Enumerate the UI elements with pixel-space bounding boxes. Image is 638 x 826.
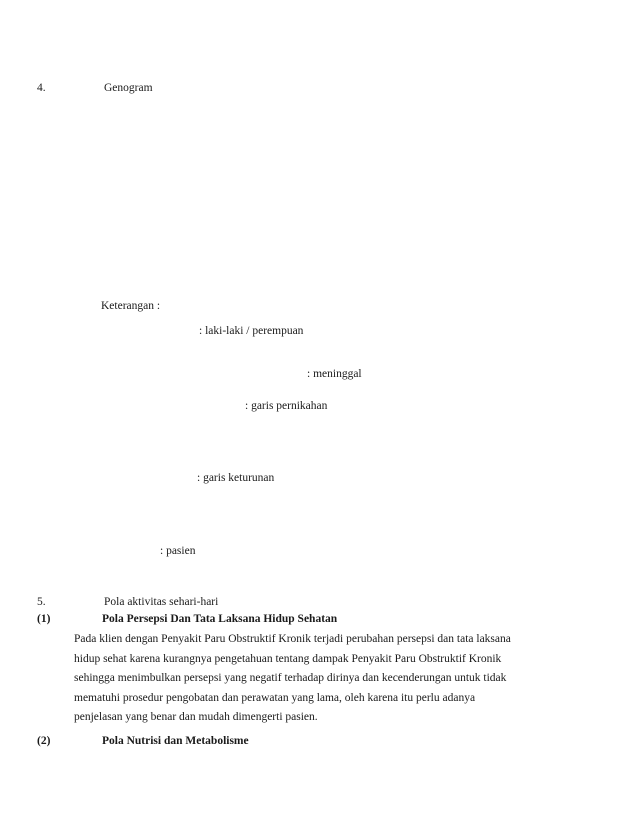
subsection-2-number: (2) — [37, 735, 51, 747]
paragraph-line: mematuhi prosedur pengobatan dan perawatan yang lama, oleh karena itu perlu adanya — [74, 691, 476, 704]
paragraph-line: hidup sehat karena kurangnya pengetahuan tentang dampak Penyakit Paru Obstruktif Kronik — [74, 652, 502, 665]
paragraph-line: sehingga menimbulkan persepsi yang negatif terhadap dirinya dan kecenderungan untuk tidak — [74, 672, 507, 685]
paragraph-line: Pada klien dengan Penyakit Paru Obstruktif Kronik terjadi perubahan persepsi dan tata laksana — [74, 633, 511, 645]
subsection-1-number: (1) — [37, 613, 51, 625]
section-4-title: Genogram — [104, 82, 153, 94]
legend-item-marriage-line: : garis pernikahan — [245, 400, 328, 412]
legend-item-descent-line: : garis keturunan — [197, 472, 275, 484]
subsection-1-paragraph — [74, 630, 574, 728]
legend-item-gender: : laki-laki / perempuan — [199, 325, 304, 337]
subsection-2-title: Pola Nutrisi dan Metabolisme — [102, 735, 249, 747]
legend-item-patient: : pasien — [160, 545, 196, 557]
legend-heading: Keterangan : — [101, 300, 161, 312]
legend-item-deceased: : meninggal — [307, 368, 362, 380]
section-5-number: 5. — [37, 596, 46, 608]
subsection-1-title: Pola Persepsi Dan Tata Laksana Hidup Sehatan — [102, 613, 338, 625]
section-4-number: 4. — [37, 82, 46, 94]
paragraph-line: penjelasan yang benar dan mudah dimengerti pasien. — [74, 711, 318, 724]
section-5-title: Pola aktivitas sehari-hari — [104, 596, 219, 608]
